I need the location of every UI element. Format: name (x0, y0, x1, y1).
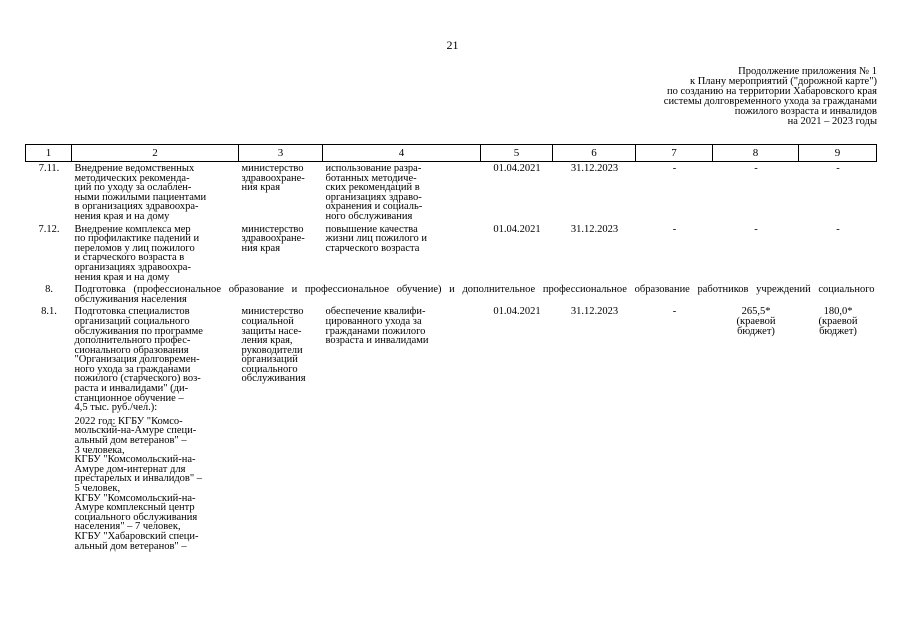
cell-line: здравоохране- (241, 233, 305, 245)
cell-line: раста и инвалидами" (ди- (74, 383, 189, 395)
cell-line: 3 человека, (74, 444, 125, 456)
cell-line: жизни лиц пожилого и (325, 233, 427, 245)
column-number: 2 (72, 145, 239, 162)
section-title: Подготовка (профессиональное образование и профессиональное обучение) и дополнительное профессиональное образование работников учреждений социального обслуживания населения (74, 284, 875, 305)
cell-line: в организациях здравоохра- (74, 201, 199, 213)
cell-line: обеспечение квалифи- (325, 306, 426, 318)
cell-line: нения края и на дому (74, 210, 170, 222)
cell-line: переломов у лиц пожилого (74, 242, 195, 254)
cell-line: ления края, (241, 335, 293, 347)
cell-line: здравоохране- (241, 172, 305, 184)
cell-line: обслуживания по программе (74, 325, 203, 337)
cell-line: 265,5* (741, 306, 771, 318)
cell-line: организациях здраво- (325, 191, 422, 203)
cell-line: 5 человек, (74, 483, 121, 494)
cell-line: министерство (241, 163, 304, 174)
cell-line: по профилактике падений и (74, 233, 200, 245)
section-row (26, 283, 877, 305)
cell-line: бюджет) (819, 325, 857, 337)
cell-line: КГБУ "Хабаровский специ- (74, 530, 199, 542)
cell-line: и старческого возраста в (74, 252, 185, 264)
cell-line: ными пожилыми пациентами (74, 191, 207, 203)
cell-line: охранения и социаль- (325, 201, 423, 213)
cell-line: социального (241, 363, 298, 375)
cell-line: альный дом ветеранов" – (74, 540, 187, 552)
column-number: 8 (713, 145, 799, 162)
column-number: 9 (799, 145, 877, 162)
column-number-row (26, 145, 877, 162)
header-line: пожилого возраста и инвалидов (734, 106, 877, 117)
col8-value (713, 305, 799, 552)
cell-line: "Организация долговремен- (74, 354, 200, 366)
measure-detail (75, 417, 237, 551)
cell-line: 180,0* (823, 306, 853, 318)
cell-line: Амуре дом-интернат для (74, 463, 186, 475)
cell-line: ного ухода за гражданами (74, 363, 191, 375)
cell-line: Внедрение комплекса мер (74, 223, 191, 235)
cell-line: Амуре комплексный центр (74, 502, 195, 514)
cell-line: Внедрение ведомственных (74, 163, 195, 174)
measure-cell (72, 223, 239, 284)
row-number: 8.1. (41, 306, 57, 318)
cell-line: мольский-на-Амуре специ- (74, 425, 197, 437)
cell-line: пожилого (старческого) воз- (74, 373, 201, 385)
cell-line: престарелых и инвалидов" – (74, 473, 203, 485)
cell-line: руководители (241, 344, 303, 356)
measure-cell (72, 162, 239, 223)
table-row (26, 305, 877, 552)
header-line: системы долговременного ухода за гражданами (663, 96, 877, 107)
cell-line: ботанных методиче- (325, 172, 417, 184)
col7-value: - (672, 223, 677, 235)
cell-line: министерство (241, 223, 304, 235)
cell-line: ного обслуживания (325, 210, 413, 222)
cell-line: организаций (241, 354, 298, 366)
result-cell (323, 305, 481, 552)
cell-line: станционное обучение – (74, 392, 184, 404)
cell-line: старческого возраста (325, 242, 420, 254)
header-line: к Плану мероприятий ("дорожной карте") (689, 76, 877, 87)
cell-line: гражданами пожилого (325, 325, 426, 337)
cell-line: нения края и на дому (74, 271, 170, 283)
cell-line: ских рекомендаций в (325, 182, 420, 194)
measure-cell (72, 305, 239, 552)
cell-line: ния края (241, 182, 281, 194)
cell-line: ния края (241, 242, 281, 254)
cell-line: цированного ухода за (325, 315, 422, 327)
column-number: 5 (481, 145, 553, 162)
col8-value: - (754, 163, 758, 174)
plan-table (25, 144, 877, 552)
cell-line: населения" – 7 человек, (74, 521, 181, 533)
table-row (26, 223, 877, 284)
column-number: 6 (553, 145, 636, 162)
row-number: 7.12. (38, 223, 60, 235)
start-date: 01.04.2021 (493, 223, 541, 235)
table-row (26, 162, 877, 223)
cell-line: социальной (241, 315, 294, 327)
cell-line: министерство (241, 306, 304, 318)
cell-line: ций по уходу за ослаблен- (74, 182, 192, 194)
cell-line: бюджет) (737, 325, 775, 337)
responsible-cell (239, 305, 323, 552)
cell-line: КГБУ "Комсомольский-на- (74, 492, 196, 504)
cell-line: использование разра- (325, 163, 422, 174)
cell-line: 2022 год: КГБУ "Комсо- (74, 415, 183, 427)
end-date: 31.12.2023 (570, 163, 619, 174)
col9-value: - (836, 223, 840, 235)
cell-line: повышение качества (325, 223, 418, 235)
cell-line: социального обслуживания (74, 511, 198, 523)
responsible-cell (239, 223, 323, 284)
column-number: 1 (26, 145, 72, 162)
cell-line: дополнительного профес- (74, 335, 191, 347)
cell-line: КГБУ "Комсомольский-на- (74, 454, 196, 466)
cell-line: Подготовка специалистов (74, 306, 190, 318)
cell-line: (краевой (818, 315, 858, 327)
cell-line: организациях здравоохра- (74, 261, 191, 273)
page-number: 21 (446, 38, 459, 52)
start-date: 01.04.2021 (493, 163, 541, 174)
cell-line: защиты насе- (241, 325, 302, 337)
end-date: 31.12.2023 (570, 306, 619, 318)
appendix-header (597, 67, 877, 127)
cell-line: обслуживания (241, 373, 306, 385)
cell-line: сионального образования (74, 344, 189, 356)
header-line: по созданию на территории Хабаровского края (666, 86, 877, 97)
start-date: 01.04.2021 (493, 306, 541, 318)
col7-value: - (672, 163, 677, 174)
column-number: 3 (239, 145, 323, 162)
col9-value: - (836, 163, 840, 174)
result-cell (323, 223, 481, 284)
header-line: Продолжение приложения № 1 (738, 66, 877, 77)
cell-line: возраста и инвалидами (325, 335, 429, 347)
column-number: 4 (323, 145, 481, 162)
row-number: 8. (45, 284, 53, 296)
col9-value (799, 305, 877, 552)
row-number: 7.11. (38, 163, 60, 174)
header-line: на 2021 – 2023 годы (787, 116, 877, 127)
column-number: 7 (636, 145, 713, 162)
responsible-cell (239, 162, 323, 223)
col7-value: - (672, 306, 677, 318)
cell-line: 4,5 тыс. руб./чел.): (74, 402, 158, 414)
cell-line: методических рекоменда- (74, 172, 190, 184)
cell-line: альный дом ветеранов" – (74, 435, 187, 447)
end-date: 31.12.2023 (570, 223, 619, 235)
col8-value: - (754, 223, 758, 235)
cell-line: организаций социального (74, 315, 190, 327)
result-cell (323, 162, 481, 223)
cell-line: (краевой (736, 315, 776, 327)
